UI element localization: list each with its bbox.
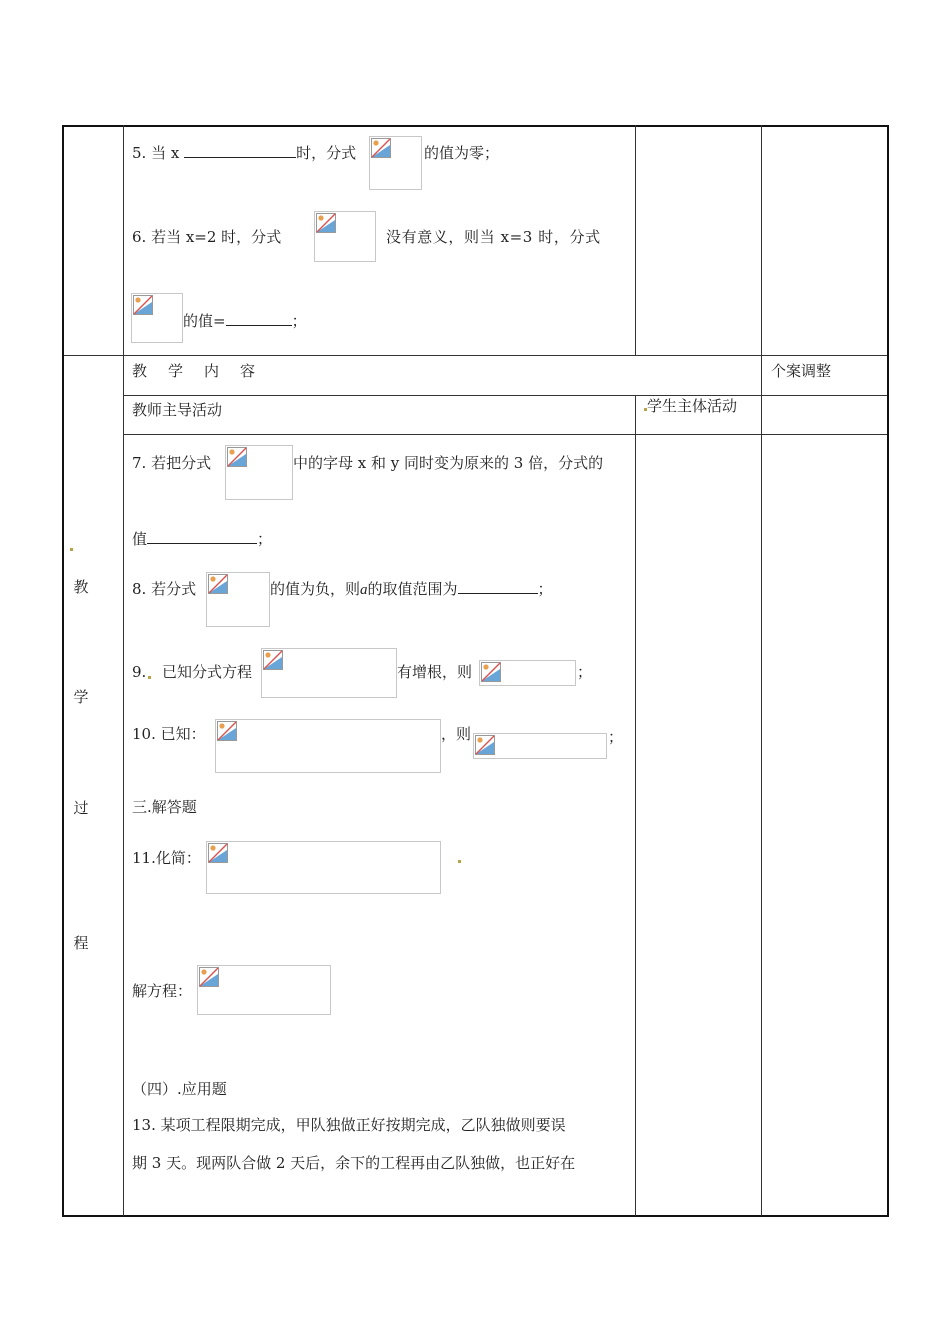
broken-image-icon xyxy=(481,662,501,682)
q7-line-b: 中的字母 x 和 y 同时变为原来的 3 倍，分式的 xyxy=(293,454,604,472)
solve-label: 解方程： xyxy=(132,982,193,1000)
q5-line: 5. 当 x 时，分式 xyxy=(132,144,357,162)
row-divider-1 xyxy=(62,355,888,356)
q6-line-b: 没有意义，则当 x=3 时，分式 xyxy=(386,228,601,246)
q13-line-2: 期 3 天。现两队合做 2 天后，余下的工程再由乙队独做，也正好在 xyxy=(132,1154,576,1172)
marker-dot xyxy=(644,408,647,411)
fraction-image-q6b xyxy=(131,293,183,343)
broken-image-icon xyxy=(208,574,228,594)
header-teacher: 教师主导活动 xyxy=(132,401,223,419)
q9-line-b: 有增根，则 xyxy=(397,663,473,681)
left-char-3: 过 xyxy=(73,799,89,817)
row-divider-2 xyxy=(123,395,888,396)
section-4-title: （四）.应用题 xyxy=(132,1080,227,1098)
answer-image-q10 xyxy=(473,733,607,759)
broken-image-icon xyxy=(316,213,336,233)
q11-label: 11.化简： xyxy=(132,849,201,867)
answer-image-q9 xyxy=(479,660,576,686)
fraction-image-q7 xyxy=(225,445,293,500)
q5-tail: 的值为零； xyxy=(424,144,500,162)
section-3-title: 三.解答题 xyxy=(132,798,197,816)
col-divider-3 xyxy=(761,125,762,1216)
left-char-1: 教 xyxy=(73,578,89,596)
q13-line-1: 13. 某项工程限期完成，甲队独做正好按期完成，乙队独做则要误 xyxy=(132,1116,566,1134)
marker-dot xyxy=(458,860,461,863)
col-divider-1 xyxy=(123,125,124,1216)
q10-line-b: ，则 xyxy=(441,725,472,743)
table-right-border xyxy=(887,125,889,1216)
variable-a: a xyxy=(360,582,368,598)
equation-image-q10 xyxy=(215,719,441,773)
broken-image-icon xyxy=(217,721,237,741)
q9-tail: ； xyxy=(577,663,593,681)
broken-image-icon xyxy=(371,138,391,158)
q9-number: 9. xyxy=(132,663,147,681)
q7b-line: 值 ； xyxy=(132,530,273,548)
marker-dot xyxy=(148,676,151,679)
broken-image-icon xyxy=(263,650,283,670)
left-char-4: 程 xyxy=(73,934,89,952)
q6b-line: 的值= ； xyxy=(183,312,307,330)
fraction-image-q5 xyxy=(369,136,422,190)
broken-image-icon xyxy=(475,735,495,755)
left-char-2: 学 xyxy=(73,688,89,706)
q8-line-b: 的值为负，则a的取值范围为 ； xyxy=(270,580,553,598)
expression-image-q11 xyxy=(206,841,441,894)
broken-image-icon xyxy=(133,295,153,315)
q10-tail: ； xyxy=(608,728,624,746)
broken-image-icon xyxy=(227,447,247,467)
table-top-border xyxy=(62,125,889,127)
header-adjust: 个案调整 xyxy=(771,362,832,380)
broken-image-icon xyxy=(199,967,219,987)
q7-line-a: 7. 若把分式 xyxy=(132,454,212,472)
q6-line-a: 6. 若当 x=2 时，分式 xyxy=(132,228,282,246)
row-divider-3 xyxy=(123,434,888,435)
q8-line-a: 8. 若分式 xyxy=(132,580,197,598)
table-left-border xyxy=(62,125,64,1216)
equation-image-solve xyxy=(197,965,331,1015)
col-divider-2-top xyxy=(635,125,636,356)
broken-image-icon xyxy=(208,843,228,863)
q9-line-a: 已知分式方程 xyxy=(162,663,253,681)
header-student: 学生主体活动 xyxy=(647,397,738,415)
table-bottom-border xyxy=(62,1215,889,1217)
fraction-image-q8 xyxy=(206,572,270,627)
fraction-image-q6 xyxy=(314,211,376,262)
marker-dot xyxy=(70,548,73,551)
q10-line-a: 10. 已知： xyxy=(132,725,206,743)
header-content: 教 学 内 容 xyxy=(132,362,259,380)
equation-image-q9 xyxy=(261,648,397,698)
col-divider-2-bottom xyxy=(635,395,636,1216)
